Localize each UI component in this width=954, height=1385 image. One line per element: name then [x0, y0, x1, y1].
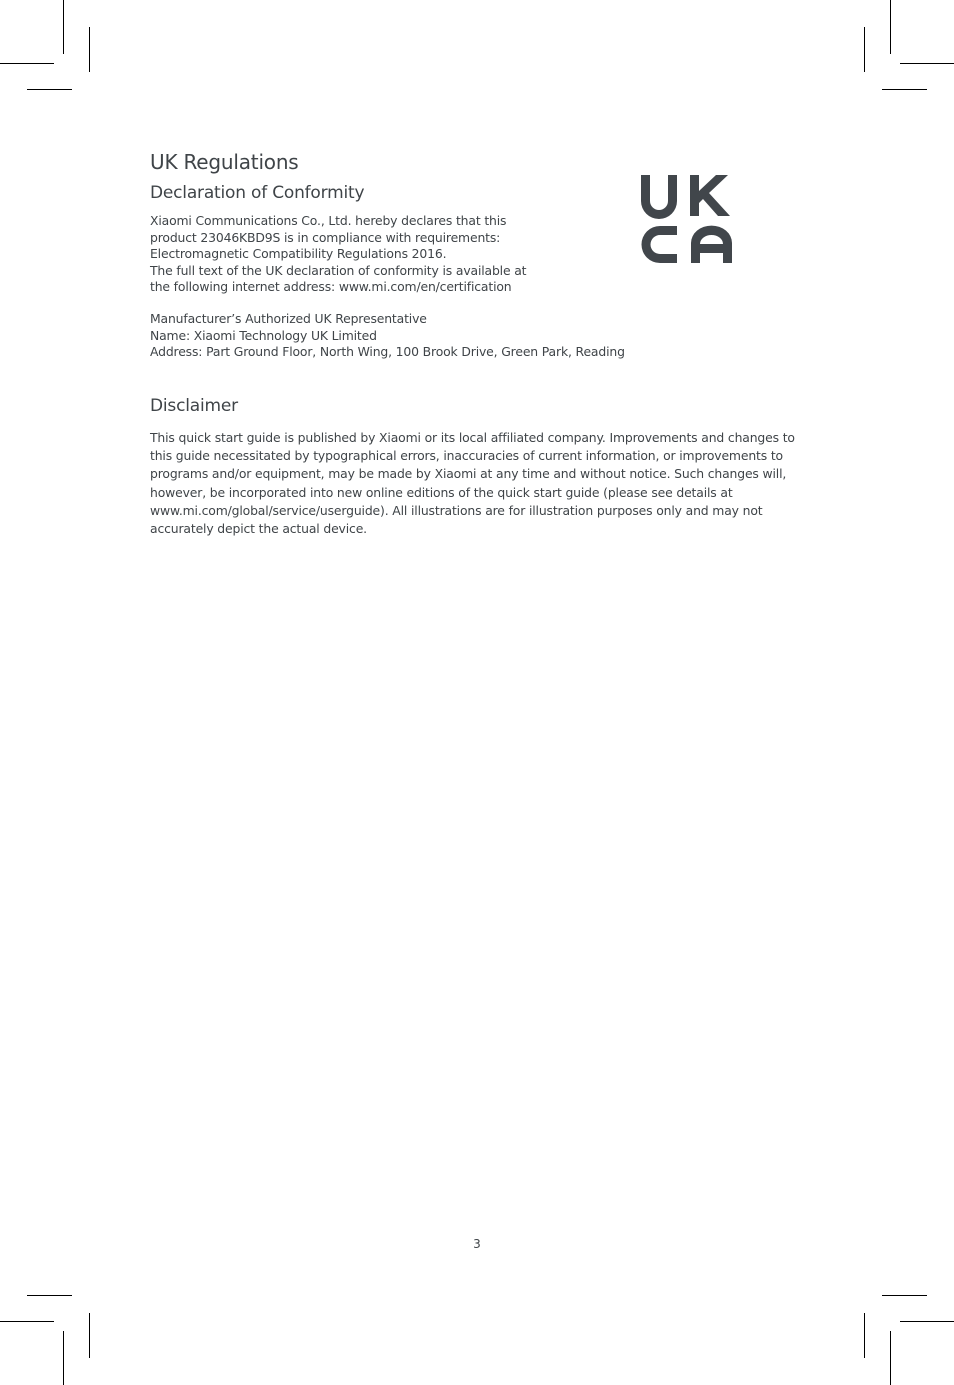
declaration-line: product 23046KBD9S is in compliance with requirements:	[150, 229, 501, 245]
crop-mark	[89, 27, 90, 72]
crop-mark	[900, 1321, 954, 1322]
declaration-heading: Declaration of Conformity	[150, 183, 365, 203]
page-title: UK Regulations	[150, 150, 299, 174]
page-number: 3	[473, 1237, 481, 1251]
declaration-line: the following internet address: www.mi.com/en/certification	[150, 279, 512, 294]
crop-mark	[890, 0, 891, 54]
representative-line: Manufacturer’s Authorized UK Representative	[150, 311, 427, 326]
declaration-line: Xiaomi Communications Co., Ltd. hereby declares that this	[150, 213, 507, 228]
crop-mark	[89, 1313, 90, 1358]
disclaimer-line: this guide necessitated by typographical errors, inaccuracies of current information, or improvements to	[150, 448, 783, 464]
crop-mark	[63, 1331, 64, 1385]
crop-mark	[882, 1295, 927, 1296]
declaration-text	[150, 213, 526, 296]
crop-mark	[63, 0, 64, 54]
crop-mark	[864, 1313, 865, 1358]
crop-mark	[0, 63, 54, 64]
crop-mark	[0, 1321, 54, 1322]
declaration-line: Electromagnetic Compatibility Regulations 2016.	[150, 246, 447, 261]
disclaimer-heading: Disclaimer	[150, 396, 238, 416]
crop-mark	[27, 1295, 72, 1296]
representative-line: Address: Part Ground Floor, North Wing, 100 Brook Drive, Green Park, Reading	[150, 344, 625, 359]
declaration-line: The full text of the UK declaration of conformity is available at	[150, 262, 527, 278]
disclaimer-text	[150, 429, 795, 538]
representative-line: Name: Xiaomi Technology UK Limited	[150, 327, 377, 343]
disclaimer-line: www.mi.com/global/service/userguide). All illustrations are for illustration purposes only and may not	[150, 502, 763, 518]
crop-mark	[900, 63, 954, 64]
representative-text	[150, 311, 625, 361]
ukca-mark-icon	[640, 173, 733, 266]
crop-mark	[890, 1331, 891, 1385]
disclaimer-line: This quick start guide is published by Xiaomi or its local affiliated company. Improvements and changes to	[150, 430, 795, 445]
crop-mark	[864, 27, 865, 72]
disclaimer-line: programs and/or equipment, may be made by Xiaomi at any time and without notice. Such changes will,	[150, 466, 787, 482]
disclaimer-line: accurately depict the actual device.	[150, 521, 367, 537]
crop-mark	[882, 89, 927, 90]
disclaimer-line: however, be incorporated into new online editions of the quick start guide (please see details at	[150, 484, 733, 500]
crop-mark	[27, 89, 72, 90]
